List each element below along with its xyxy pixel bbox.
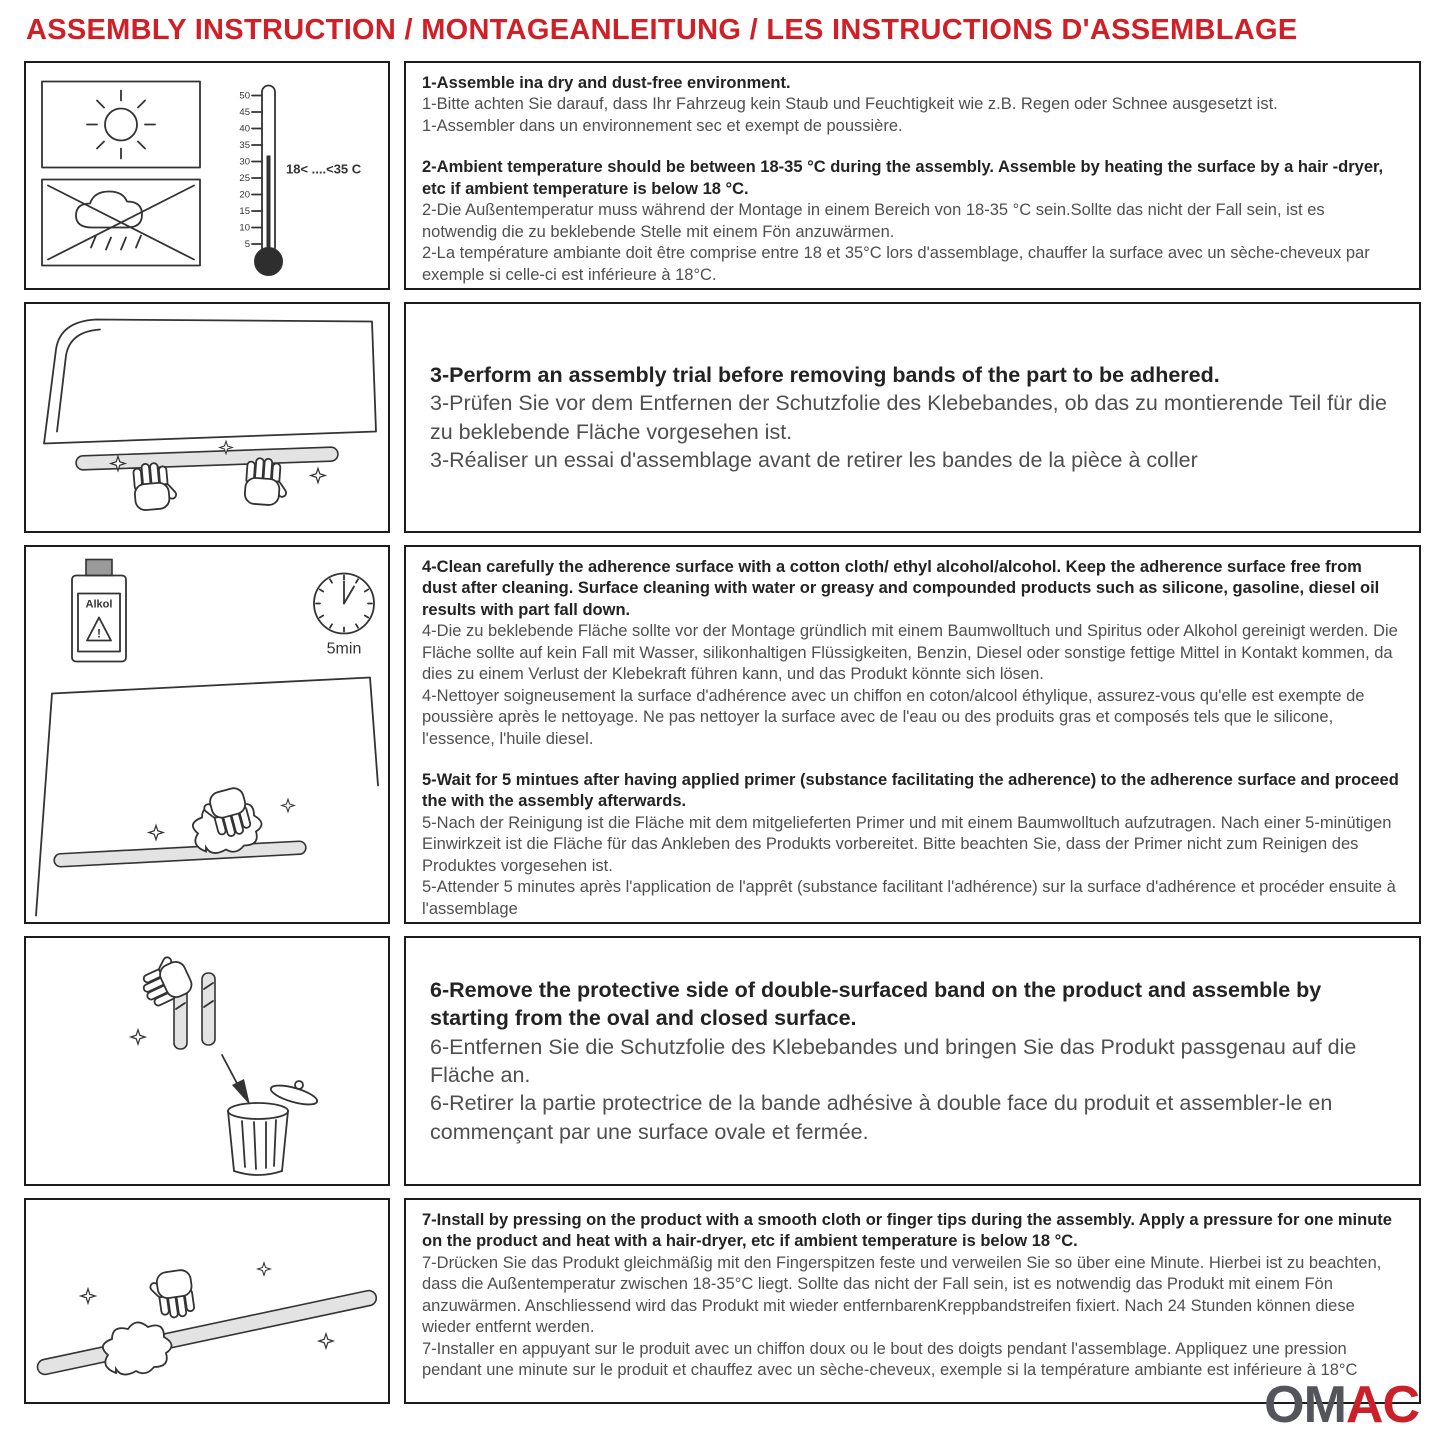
step7-en: 7-Install by pressing on the product with a smooth cloth or finger tips during the assembly. Apply a pressure for one minute on the product and heat with a hair-dryer, etc if ambient temperature is below 18 °C. (422, 1211, 1392, 1251)
svg-text:45: 45 (239, 107, 250, 118)
svg-text:30: 30 (239, 156, 250, 168)
sparkle-icon (81, 1289, 95, 1303)
step3-de: 3-Prüfen Sie vor dem Entfernen der Schutzfolie des Klebebandes, ob das zu montierende Teil für die zu beklebende Fläche vorgesehen ist. (430, 391, 1387, 444)
step7-de: 7-Drücken Sie das Produkt gleichmäßig mit den Fingerspitzen feste und verweilen Sie so über eine Minute. Hierbei ist zu beachten, dass die Außentemperatur zwischen 18-35°C liegt. Sollte das nicht der Fall sein, ist es notwendig das Produkt mit einem Fön anzuwärmen. Anschliessend wird das Produkt mit wieder entfernbarenKreppbandstreifen fixiert. Nach 24 Stunden können diese wieder entfernt werden. (422, 1253, 1382, 1337)
sparkle-icon (258, 1263, 271, 1276)
sparkle-icon (282, 799, 295, 812)
svg-text:5: 5 (244, 239, 250, 250)
svg-text:15: 15 (239, 206, 250, 217)
page-title: ASSEMBLY INSTRUCTION / MONTAGEANLEITUNG / LES INSTRUCTIONS D'ASSEMBLAGE (26, 14, 1298, 46)
trial-sketch (26, 304, 388, 531)
step3-fr: 3-Réaliser un essai d'assemblage avant de retirer les bandes de la pièce à coller (430, 447, 1198, 472)
step2-en: 2-Ambient temperature should be between 18-35 °C during the assembly. Assemble by heating the surface by a hair -dryer, etc if ambient temperature is below 18 °C. (422, 158, 1384, 198)
step1-en: 1-Assemble ina dry and dust-free environment. (422, 74, 791, 92)
illustration-press (24, 1198, 390, 1404)
alcohol-bottle-icon (72, 560, 126, 662)
step1-de: 1-Bitte achten Sie darauf, dass Ihr Fahrzeug kein Staub und Feuchtigkeit wie z.B. Regen oder Schnee ausgesetzt ist. (422, 95, 1278, 114)
remove-band-sketch (26, 938, 388, 1184)
textbox-step-6 (404, 936, 1421, 1186)
illustration-cleaning (24, 545, 390, 924)
sparkle-icon (149, 825, 163, 839)
section-environment (24, 61, 1421, 290)
trim-strip (76, 447, 338, 470)
section-press (24, 1198, 1421, 1404)
sparkle-icon (131, 1030, 145, 1044)
trim-strip (54, 841, 306, 867)
illustration-trial (24, 302, 390, 533)
thermometer-icon (239, 86, 361, 276)
clock-label: 5min (326, 640, 362, 658)
section-trial (24, 302, 1421, 533)
svg-text:40: 40 (239, 123, 250, 135)
left-hand-icon (132, 461, 179, 511)
svg-text:25: 25 (239, 173, 250, 184)
step7-fr: 7-Installer en appuyant sur le produit avec un chiffon doux ou le bout des doigts pendant l'assemblage. Appliquez une pression pendant une minute sur le produit et chauffez avec un sèche-cheveux, exemple si la température ambiante est inférieure à 18°C (422, 1339, 1358, 1380)
surface-sketch (36, 678, 378, 916)
textbox-step-7 (404, 1198, 1421, 1404)
sparkle-icon (319, 1334, 333, 1348)
step3-en: 3-Perform an assembly trial before removing bands of the part to be adhered. (430, 362, 1220, 387)
step5-en: 5-Wait for 5 mintues after having applied primer (substance facilitating the adherence) to the adherence surface and proceed the with the assembly afterwards. (422, 770, 1399, 811)
illustration-environment (24, 61, 390, 290)
sparkle-icon (311, 468, 325, 482)
sun-icon (42, 82, 200, 168)
illustration-remove-band (24, 936, 390, 1186)
step6-fr: 6-Retirer la partie protectrice de la bande adhésive à double face du produit et assembler-le en commençant par une surface ovale et fermée. (430, 1091, 1333, 1144)
svg-text:10: 10 (239, 222, 250, 234)
warning-exclamation: ! (97, 626, 101, 641)
step1-fr: 1-Assembler dans un environnement sec et exempt de poussière. (422, 116, 903, 135)
press-sketch (26, 1200, 388, 1402)
step4-en: 4-Clean carefully the adherence surface with a cotton cloth/ ethyl alcohol/alcohol. Keep the adherence surface free from dust after cleaning. Surface cleaning with water or greasy and compounded products such as silicone, gasoline, diesel oil results with part fall down. (422, 558, 1380, 619)
logo-om: OM (1264, 1376, 1346, 1434)
step4-fr: 4-Nettoyer soigneusement la surface d'adhérence avec un chiffon en coton/alcool éthylique, assurez-vous qu'elle est exempte de poussière après le nettoyage. Ne pas nettoyer la surface avec de l'eau ou des produits gras et composés tels que le silicone, l'essence, l'huile diesel. (422, 686, 1365, 748)
no-rain-icon (42, 180, 200, 266)
cloth-icon (103, 1322, 172, 1374)
pressing-hand-icon (147, 1269, 196, 1320)
svg-text:50: 50 (239, 90, 250, 102)
section-cleaning (24, 545, 1421, 924)
environment-sketch (26, 63, 388, 288)
step4-de: 4-Die zu beklebende Fläche sollte vor der Montage gründlich mit einem Baumwolltuch und Spiritus oder Alkohol gereinigt werden. Die Fläche sollte auf kein Fall mit Wasser, silikonhaltigen Flüssigkeiten, Benzin, Diesel oder sonstige fettige Mittel in Kontakt kommen, da dies zu einem Verlust der Klebekraft führen kann, und das Produkt könnte sich lösen. (422, 622, 1398, 684)
bottle-label: Alkol (85, 598, 113, 611)
cleaning-sketch (26, 547, 388, 922)
clock-icon (314, 574, 374, 658)
step5-fr: 5-Attender 5 minutes après l'application de l'apprêt (substance facilitant l'adhérence) sur la surface d'adhérence et procéder ensuite à l'assemblage (422, 878, 1396, 918)
section-remove-band (24, 936, 1421, 1186)
textbox-step-4-5 (404, 545, 1421, 924)
logo-ac: AC (1345, 1376, 1419, 1434)
warning-triangle-icon (87, 618, 111, 641)
right-hand-icon (244, 457, 290, 506)
textbox-step-3 (404, 302, 1421, 533)
step5-de: 5-Nach der Reinigung ist die Fläche mit dem mitgelieferten Primer und mit einem Baumwolltuch aufzutragen. Nach einer 5-minütigen Einwirkzeit ist die Fläche für das Ankleben des Produkts vorbereitet. Bitte beachten Sie, dass der Primer nicht zum Reinigen des Produktes vorgesehen ist. (422, 813, 1392, 875)
step2-de: 2-Die Außentemperatur muss während der Montage in einem Bereich von 18-35 °C sein.Sollte das nicht der Fall sein, ist es notwendig die zu beklebende Stelle mit einem Fön anzuwärmen. (422, 201, 1325, 241)
svg-text:35: 35 (239, 140, 250, 151)
arrow-down-icon (222, 1055, 250, 1105)
step6-de: 6-Entfernen Sie die Schutzfolie des Klebebandes und bringen Sie das Produkt passgenau auf die Fläche an. (430, 1034, 1357, 1087)
textbox-step-1-2 (404, 61, 1421, 290)
step6-en: 6-Remove the protective side of double-surfaced band on the product and assemble by starting from the oval and closed surface. (430, 977, 1322, 1031)
omac-logo (1264, 1376, 1419, 1434)
step2-fr: 2-La température ambiante doit être comprise entre 18 et 35°C lors d'assemblage, chauffer la surface avec un sèche-cheveux par exemple si celle-ci est inférieure à 18°C. (422, 244, 1370, 284)
door-panel-sketch (44, 320, 376, 444)
svg-text:20: 20 (239, 189, 250, 201)
thermometer-label: 18< ....<35 C (286, 161, 362, 177)
